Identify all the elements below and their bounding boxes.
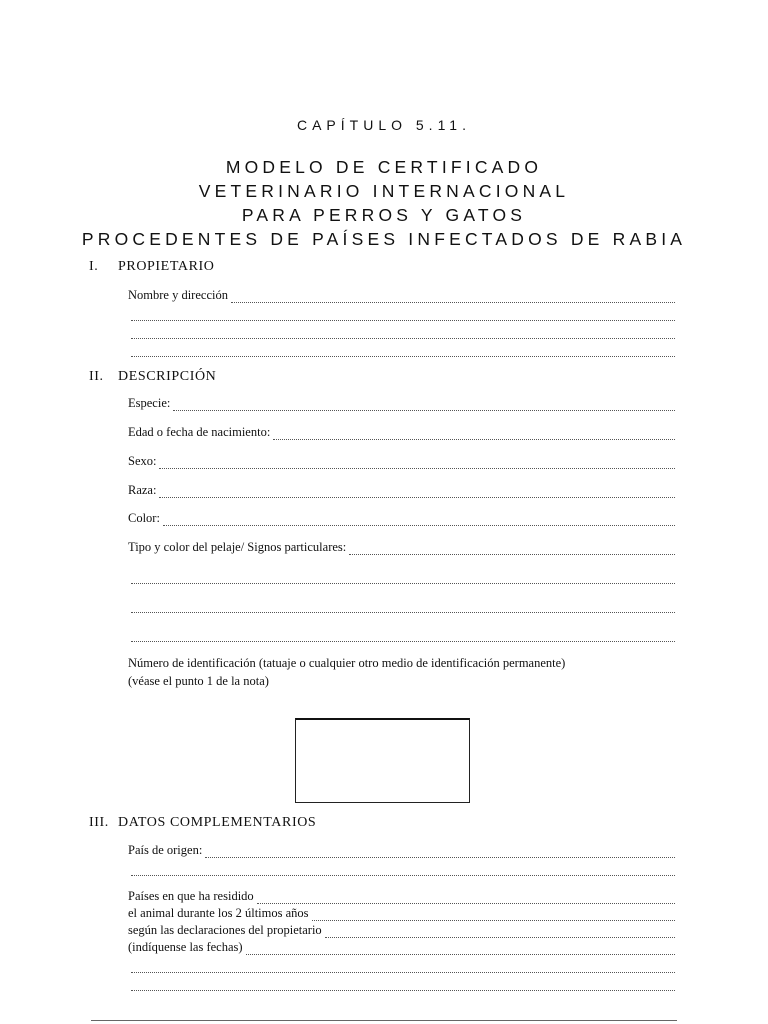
field-label: (indíquense las fechas) [128,940,243,954]
title-line: VETERINARIO INTERNACIONAL [198,181,570,201]
dotted-line [131,612,675,613]
dotted-line [131,356,675,357]
section-title: PROPIETARIO [118,259,215,274]
dotted-line [349,554,675,555]
field-label: Tipo y color del pelaje/ Signos particulares: [128,540,347,554]
color-field[interactable] [128,511,675,529]
section-complementary-heading [89,815,316,831]
field-label: Sexo: [128,454,157,468]
section-owner-heading [89,259,215,275]
dotted-line [325,937,675,938]
countries-resided-field[interactable] [128,889,675,907]
owner-address-line-2[interactable] [128,306,675,324]
countries-resided-line-4[interactable] [128,940,675,958]
field-label: según las declaraciones del propietario [128,923,322,937]
section-title: DESCRIPCIÓN [118,369,217,384]
dotted-line [173,410,675,411]
field-label: Especie: [128,396,171,410]
field-label: País de origen: [128,843,203,857]
field-label: Nombre y dirección [128,288,228,302]
chapter-heading: CAPÍTULO 5.11. [296,117,471,133]
dotted-line [273,439,675,440]
dotted-line [246,954,675,955]
countries-resided-line-6[interactable] [128,976,675,994]
title-line: MODELO DE CERTIFICADO [225,157,543,177]
field-label: el animal durante los 2 últimos años [128,906,309,920]
dotted-line [131,972,675,973]
identification-note [128,654,688,690]
title-line: PARA PERROS Y GATOS [241,205,527,225]
section-number: I. [89,259,99,274]
note-line: Número de identificación (tatuaje o cualquier otro medio de identificación permanente) [128,656,566,670]
section-description-heading [89,369,216,385]
country-of-origin-line-2[interactable] [128,861,675,879]
dotted-line [257,903,675,904]
field-label: Edad o fecha de nacimiento: [128,425,271,439]
certificate-title [0,155,768,251]
countries-resided-line-5[interactable] [128,958,675,976]
dotted-line [163,525,675,526]
dotted-line [231,302,675,303]
owner-name-address-field[interactable] [128,288,675,306]
field-label: Color: [128,511,160,525]
country-of-origin-field[interactable] [128,843,675,861]
coat-markings-field[interactable] [128,540,675,558]
dotted-line [131,320,675,321]
dotted-line [131,583,675,584]
dotted-line [159,468,675,469]
dotted-line [131,641,675,642]
owner-address-line-4[interactable] [128,342,675,360]
note-line: (véase el punto 1 de la nota) [128,674,269,688]
dotted-line [205,857,675,858]
breed-field[interactable] [128,483,675,501]
title-line: PROCEDENTES DE PAÍSES INFECTADOS DE RABIA [81,229,687,249]
species-field[interactable] [128,396,675,414]
countries-resided-line-3[interactable] [128,923,675,941]
coat-markings-line-4[interactable] [128,627,675,645]
section-number: III. [89,815,109,830]
field-label: Raza: [128,483,157,497]
dotted-line [131,990,675,991]
coat-markings-line-3[interactable] [128,598,675,616]
section-title: DATOS COMPLEMENTARIOS [118,815,317,830]
page-bottom-rule [91,1020,677,1021]
dotted-line [312,920,675,921]
owner-address-line-3[interactable] [128,324,675,342]
coat-markings-line-2[interactable] [128,569,675,587]
countries-resided-line-2[interactable] [128,906,675,924]
field-label: Países en que ha residido [128,889,254,903]
age-field[interactable] [128,425,675,443]
identification-box[interactable] [295,718,470,803]
sex-field[interactable] [128,454,675,472]
section-number: II. [89,369,104,384]
dotted-line [159,497,675,498]
dotted-line [131,338,675,339]
dotted-line [131,875,675,876]
